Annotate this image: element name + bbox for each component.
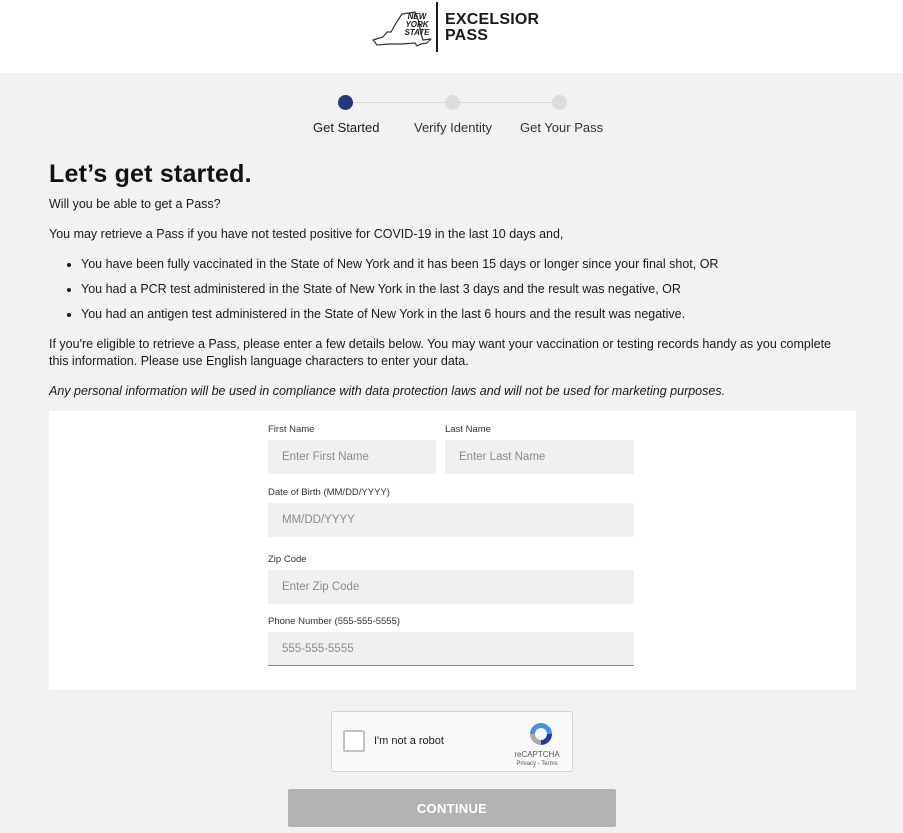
phone-number-label: Phone Number (555-555-5555)	[268, 616, 401, 627]
personal-details-form	[49, 411, 856, 690]
new-york-state-wordmark	[404, 13, 430, 37]
zip-code-label: Zip Code	[268, 554, 307, 565]
step-dot-verify-identity	[445, 95, 460, 110]
first-name-label: First Name	[268, 424, 315, 435]
dob-label: Date of Birth (MM/DD/YYYY)	[268, 487, 390, 498]
phone-number-input[interactable]	[268, 632, 634, 666]
logo-divider	[436, 2, 438, 52]
dob-input[interactable]	[268, 503, 634, 537]
eligibility-instructions: If you're eligible to retrieve a Pass, please enter a few details below. You may want your vaccination or testing records handy as you complete this information. Please use English language characters to enter your data.	[49, 337, 831, 368]
step-connector	[353, 102, 452, 103]
progress-stepper	[313, 94, 603, 138]
excelsior-pass-logo	[371, 6, 541, 52]
recaptcha-privacy-terms-link[interactable]: Privacy - Terms	[516, 761, 558, 767]
first-name-input[interactable]	[268, 440, 436, 474]
privacy-notice: Any personal information will be used in compliance with data protection laws and will not be used for marketing purposes.	[49, 384, 726, 398]
eligibility-criteria-list	[49, 256, 718, 331]
recaptcha-label: I'm not a robot	[374, 735, 444, 747]
recaptcha-brand: reCAPTCHA	[514, 750, 560, 759]
logo-ny-line: STATE	[404, 28, 430, 37]
list-item: • You had an antigen test administered in the State of New York in the last 6 hours and the result was negative.	[81, 306, 718, 323]
page-title: Let’s get started.	[49, 160, 252, 188]
last-name-input[interactable]	[445, 440, 634, 474]
logo-ny-line: NEW	[407, 12, 427, 21]
zip-code-input[interactable]	[268, 570, 634, 604]
site-header	[0, 0, 903, 73]
step-dot-get-your-pass	[552, 95, 567, 110]
step-connector	[460, 102, 559, 103]
step-label-get-started: Get Started	[313, 120, 380, 135]
step-label-get-your-pass: Get Your Pass	[520, 120, 604, 135]
eligibility-question: Will you be able to get a Pass?	[49, 197, 221, 211]
last-name-label: Last Name	[445, 424, 491, 435]
step-dot-get-started	[338, 95, 353, 110]
excelsior-pass-wordmark	[445, 12, 539, 44]
logo-title-line2: PASS	[445, 27, 489, 44]
continue-button[interactable]: CONTINUE	[288, 789, 616, 827]
eligibility-intro: You may retrieve a Pass if you have not tested positive for COVID-19 in the last 10 days and,	[49, 227, 564, 241]
list-item: • You have been fully vaccinated in the State of New York and it has been 15 days or longer since your final shot, OR	[81, 256, 718, 273]
recaptcha-widget	[331, 711, 573, 772]
logo-title-line1: EXCELSIOR	[445, 11, 540, 28]
step-label-verify-identity: Verify Identity	[414, 120, 493, 135]
recaptcha-logo-icon	[528, 721, 554, 747]
list-item: • You had a PCR test administered in the State of New York in the last 3 days and the result was negative, OR	[81, 281, 718, 298]
logo-ny-line: YORK	[405, 20, 429, 29]
recaptcha-checkbox[interactable]	[343, 730, 365, 752]
